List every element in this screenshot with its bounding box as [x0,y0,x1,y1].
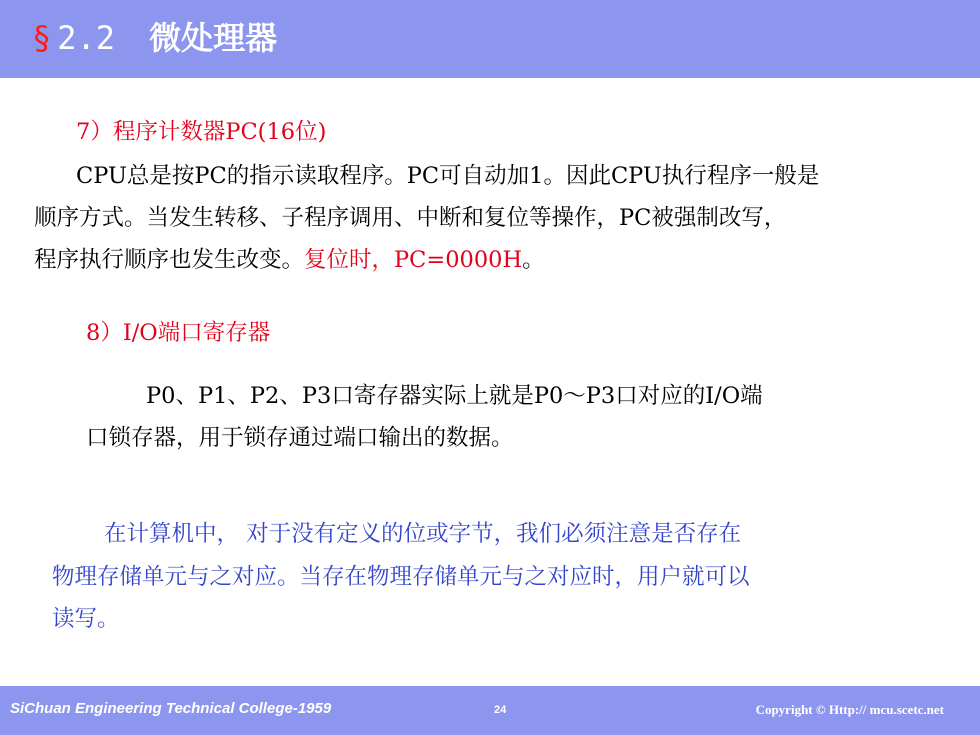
page-number: 24 [494,704,507,716]
io-heading: 8）I/O端口寄存器 [86,320,271,346]
footer-bar [0,686,980,735]
slide-title [32,18,277,58]
pc-paragraph-line-2: 顺序方式。当发生转移、子程序调用、中断和复位等操作，PC被强制改写， [34,205,787,231]
pc-line-3-end: 。 [522,247,545,273]
footer-college: SiChuan Engineering Technical College-1959 [10,700,332,717]
pc-paragraph-line-1: CPU总是按PC的指示读取程序。PC可自动加1。因此CPU执行程序一般是 [76,163,820,189]
pc-line-3-text: 程序执行顺序也发生改变。 [34,247,305,273]
section-mark: § [32,19,52,57]
pc-heading: 7）程序计数器PC(16位) [76,119,327,145]
footer-copyright: Copyright © Http:// mcu.scetc.net [755,702,944,717]
note-line-3: 读写。 [52,606,120,632]
header-bar [0,0,980,78]
note-line-2: 物理存储单元与之对应。当存在物理存储单元与之对应时，用户就可以 [52,564,750,590]
note-line-1: 在计算机中， 对于没有定义的位或字节，我们必须注意是否存在 [104,521,742,547]
io-paragraph-line-2: 口锁存器，用于锁存通过端口输出的数据。 [86,425,514,451]
section-number: 2.2 [57,19,116,57]
io-paragraph-line-1: P0、P1、P2、P3口寄存器实际上就是P0～P3口对应的I/O端 [146,383,763,409]
pc-reset-note: 复位时，PC=0000H [304,247,523,273]
pc-paragraph-line-3 [34,245,545,275]
section-title: 微处理器 [149,19,278,57]
